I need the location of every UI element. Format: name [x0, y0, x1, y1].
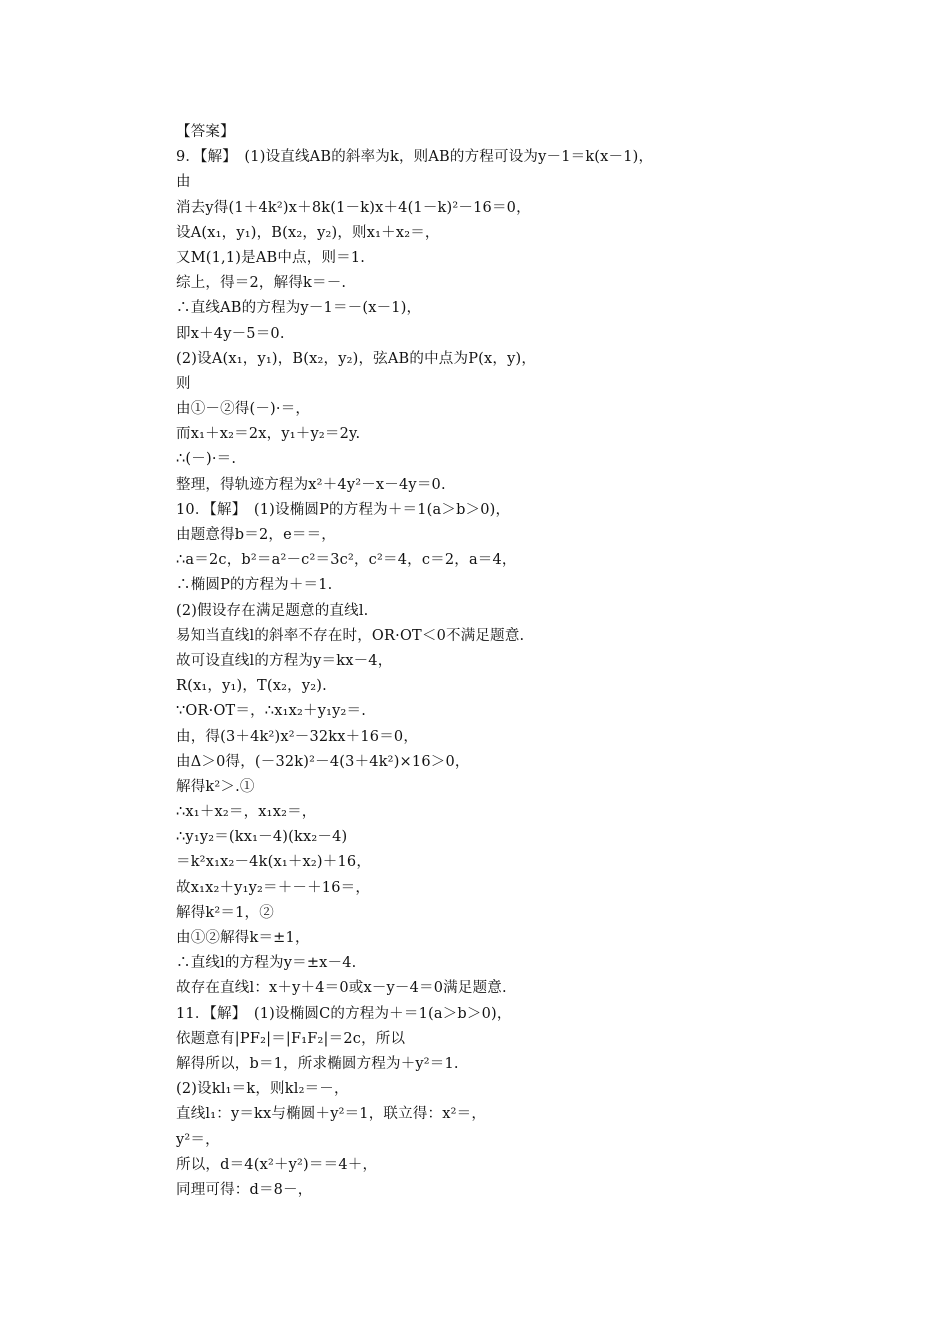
text-line: 9．【解】 (1)设直线AB的斜率为k，则AB的方程可设为y－1＝k(x－1)， [176, 149, 654, 166]
text-line: 由①－②得(－)·＝， [176, 401, 311, 418]
text-line: 依题意有|PF₂|＝|F₁F₂|＝2c，所以 [176, 1030, 406, 1047]
text-line: 即x＋4y－5＝0. [176, 325, 285, 342]
text-line: 综上，得＝2，解得k＝－. [176, 275, 347, 292]
text-line: (2)设kl₁＝k，则kl₂＝－， [176, 1081, 349, 1098]
text-line: 而x₁＋x₂＝2x，y₁＋y₂＝2y. [176, 426, 361, 443]
answer-heading: 【答案】 [176, 124, 235, 140]
text-line: R(x₁，y₁)，T(x₂，y₂). [176, 678, 327, 695]
text-line: y²＝， [176, 1131, 220, 1148]
text-line: 由题意得b＝2，e＝＝， [176, 527, 336, 543]
text-line: ∴椭圆P的方程为＋＝1. [176, 577, 333, 594]
text-line: 同理可得：d＝8－， [176, 1181, 313, 1198]
text-line: 直线l₁：y＝kx与椭圆＋y²＝1，联立得：x²＝， [176, 1106, 487, 1123]
text-line: 由 [176, 174, 191, 191]
text-line: 10．【解】 (1)设椭圆P的方程为＋＝1(a＞b＞0)， [176, 501, 511, 518]
text-line: 由，得(3＋4k²)x²－32kx＋16＝0， [176, 728, 419, 745]
text-line: 消去y得(1＋4k²)x＋8k(1－k)x＋4(1－k)²－16＝0， [176, 199, 531, 216]
text-line: 又M(1,1)是AB中点，则＝1. [176, 249, 366, 266]
text-line: 故可设直线l的方程为y＝kx－4， [176, 652, 393, 669]
text-line: 解得所以，b＝1，所求椭圆方程为＋y²＝1. [176, 1055, 459, 1072]
text-line: 易知当直线l的斜率不存在时，OR·OT＜0不满足题意. [176, 627, 525, 644]
text-line: 由①②解得k＝±1， [176, 930, 310, 946]
text-line: 设A(x₁，y₁)，B(x₂，y₂)，则x₁＋x₂＝， [176, 224, 440, 241]
text-line: ∴x₁＋x₂＝，x₁x₂＝， [176, 804, 317, 821]
text-line: 则 [176, 375, 191, 392]
text-line: 11．【解】 (1)设椭圆C的方程为＋＝1(a＞b＞0)， [176, 1005, 512, 1022]
answer-content [176, 120, 816, 1203]
text-line: 故x₁x₂＋y₁y₂＝＋－＋16＝， [176, 879, 371, 896]
text-line: (2)设A(x₁，y₁)，B(x₂，y₂)，弦AB的中点为P(x，y)， [176, 350, 537, 367]
text-line: ∴a＝2c，b²＝a²－c²＝3c²，c²＝4，c＝2，a＝4， [176, 552, 517, 569]
text-line: 整理，得轨迹方程为x²＋4y²－x－4y＝0. [176, 476, 446, 493]
text-line: 故存在直线l：x＋y＋4＝0或x－y－4＝0满足题意. [176, 980, 507, 997]
text-line: ＝k²x₁x₂－4k(x₁＋x₂)＋16， [176, 854, 372, 871]
text-line: ∵OR·OT＝，∴x₁x₂＋y₁y₂＝. [176, 703, 367, 720]
text-line: ∴直线AB的方程为y－1＝－(x－1)， [176, 300, 422, 317]
text-line: (2)假设存在满足题意的直线l. [176, 602, 369, 619]
text-line: 由Δ＞0得，(－32k)²－4(3＋4k²)×16＞0， [176, 753, 470, 770]
text-line: 解得k²＞.① [176, 778, 255, 795]
text-line: 所以，d＝4(x²＋y²)＝＝4＋， [176, 1156, 378, 1173]
text-line: ∴y₁y₂＝(kx₁－4)(kx₂－4) [176, 829, 348, 846]
text-line: 解得k²＝1，② [176, 904, 274, 921]
text-line: ∴直线l的方程为y＝±x－4. [176, 955, 357, 972]
text-line: ∴(－)·＝. [176, 451, 237, 468]
